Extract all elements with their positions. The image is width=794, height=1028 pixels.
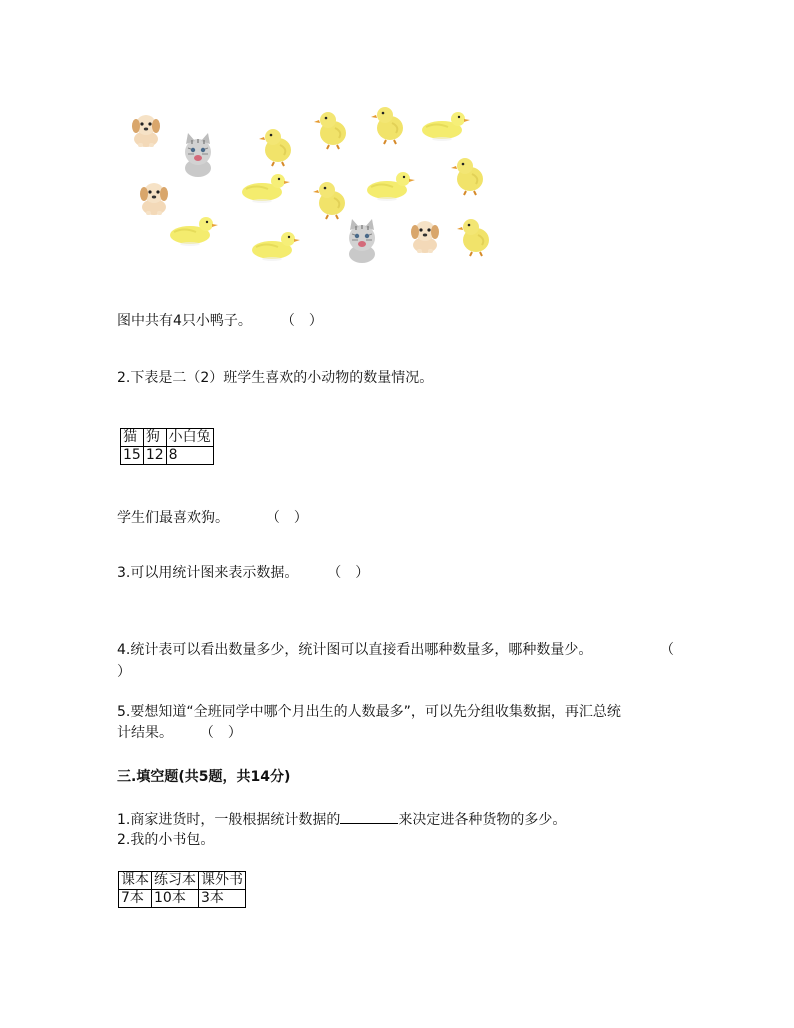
table-header-cell: 小白兔: [166, 429, 213, 447]
f1-text-before: 1.商家进货时，一般根据统计数据的: [117, 812, 341, 828]
q4-answer-paren-open[interactable]: （: [660, 642, 674, 658]
duckling-image: [250, 228, 300, 266]
puppy-image: [405, 218, 445, 258]
table-row: [121, 429, 214, 447]
q2-answer-paren[interactable]: （ ）: [265, 510, 308, 526]
q5-statement-end: 计结果。: [117, 725, 173, 741]
q3-line: [117, 564, 369, 582]
chick-image: [370, 103, 408, 149]
q3-statement: 3.可以用统计图来表示数据。: [117, 565, 299, 581]
q4-statement: 4.统计表可以看出数量多少，统计图可以直接看出哪种数量多，哪种数量少。: [117, 642, 593, 658]
puppy-image: [126, 112, 166, 152]
q5-answer-paren[interactable]: （ ）: [199, 725, 242, 741]
q2-statement: 学生们最喜欢狗。: [117, 510, 229, 526]
q4-line1: [117, 641, 592, 659]
q2-prompt: 2.下表是二（2）班学生喜欢的小动物的数量情况。: [117, 370, 434, 386]
table-row: [119, 872, 246, 890]
table-header-cell: 练习本: [152, 872, 199, 890]
table-header-cell: 猫: [121, 429, 144, 447]
table-row: [119, 890, 246, 908]
duckling-image: [168, 213, 218, 251]
f2-prompt: 2.我的小书包。: [117, 832, 215, 848]
q2-line: [117, 509, 308, 527]
q1-statement: 图中共有4只小鸭子。: [117, 313, 252, 329]
f1-line: [117, 809, 566, 829]
duckling-image: [365, 168, 415, 206]
table-row: [121, 447, 214, 465]
kitten-image: [178, 132, 218, 182]
table-header-cell: 课本: [119, 872, 152, 890]
chick-image: [258, 125, 296, 171]
section-title: 三.填空题(共5题，共14分): [117, 769, 291, 785]
f2-table: [118, 871, 246, 908]
f1-blank[interactable]: [340, 809, 398, 824]
table-cell: 10本: [152, 890, 199, 908]
q2-table: [120, 428, 214, 465]
q1-answer-paren[interactable]: （ ）: [280, 313, 323, 329]
table-cell: 3本: [199, 890, 246, 908]
q5-line2: [117, 724, 242, 742]
duckling-image: [240, 170, 290, 208]
q1-line: [117, 312, 323, 330]
q5-line1: 5.要想知道“全班同学中哪个月出生的人数最多”，可以先分组收集数据，再汇总统: [117, 704, 621, 720]
chick-image: [456, 215, 494, 261]
table-header-cell: 课外书: [199, 872, 246, 890]
table-cell: 12: [143, 447, 166, 465]
chick-image: [313, 108, 351, 154]
animal-picture: [120, 100, 500, 270]
table-cell: 7本: [119, 890, 152, 908]
chick-image: [450, 154, 488, 200]
duckling-image: [420, 108, 470, 146]
table-cell: 15: [121, 447, 144, 465]
f1-text-after: 来决定进各种货物的多少。: [398, 812, 567, 828]
kitten-image: [342, 218, 382, 268]
table-cell: 8: [166, 447, 213, 465]
q3-answer-paren[interactable]: （ ）: [327, 565, 370, 581]
q4-answer-paren-close[interactable]: ）: [117, 664, 131, 680]
table-header-cell: 狗: [143, 429, 166, 447]
